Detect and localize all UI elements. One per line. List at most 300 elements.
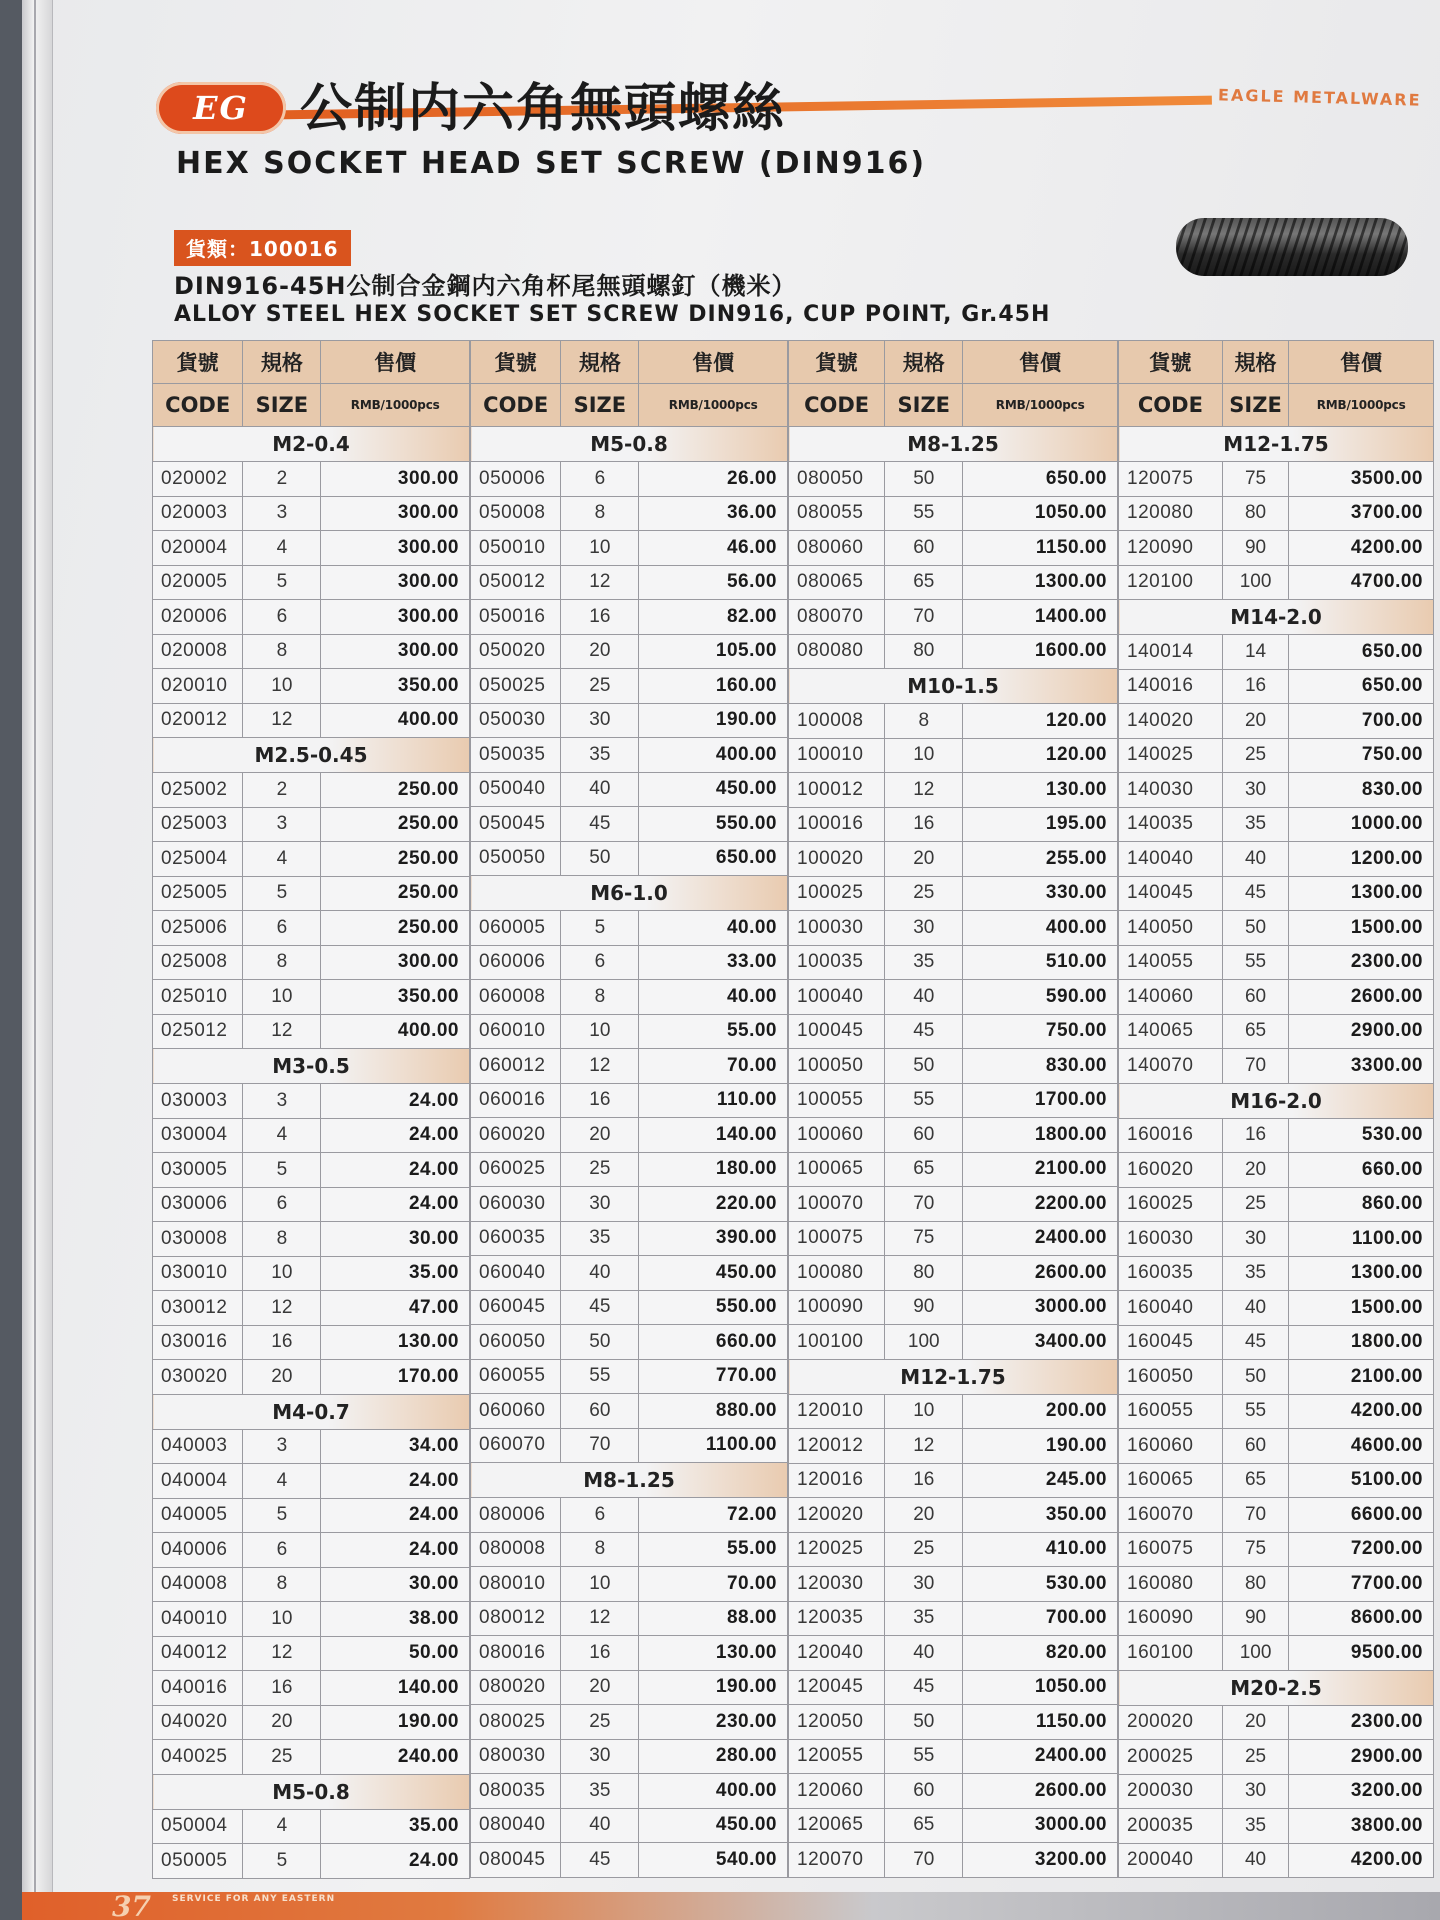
table-row — [789, 1014, 1118, 1049]
size-cell: 5 — [243, 1844, 321, 1879]
size-group-row — [789, 427, 1118, 462]
price-cell: 590.00 — [963, 980, 1118, 1015]
size-group-label: M2.5-0.45 — [153, 738, 470, 773]
code-cell: 100070 — [789, 1187, 885, 1222]
table-row — [153, 1567, 470, 1602]
price-cell: 56.00 — [639, 565, 788, 600]
code-cell: 060045 — [471, 1290, 561, 1325]
price-cell: 180.00 — [639, 1152, 788, 1187]
price-cell: 1500.00 — [1289, 1291, 1434, 1326]
size-cell: 16 — [243, 1325, 321, 1360]
size-cell: 40 — [561, 1256, 639, 1291]
price-cell: 190.00 — [639, 703, 788, 738]
price-cell: 2200.00 — [963, 1187, 1118, 1222]
price-cell: 2300.00 — [1289, 1705, 1434, 1740]
price-cell: 88.00 — [639, 1601, 788, 1636]
code-cell: 120012 — [789, 1429, 885, 1464]
table-row — [471, 807, 788, 842]
code-cell: 160045 — [1119, 1325, 1223, 1360]
price-cell: 400.00 — [639, 1774, 788, 1809]
table-row — [153, 1187, 470, 1222]
table-row — [1119, 1601, 1434, 1636]
table-row — [471, 1739, 788, 1774]
code-cell: 080065 — [789, 565, 885, 600]
table-row — [1119, 1360, 1434, 1395]
table-row — [153, 1014, 470, 1049]
code-cell: 060006 — [471, 945, 561, 980]
price-cell: 2600.00 — [1289, 980, 1434, 1015]
size-cell: 4 — [243, 1809, 321, 1844]
price-cell: 120.00 — [963, 704, 1118, 739]
code-cell: 020005 — [153, 565, 243, 600]
size-group-label: M3-0.5 — [153, 1049, 470, 1084]
size-group-row — [153, 1394, 470, 1429]
price-cell: 660.00 — [639, 1325, 788, 1360]
code-cell: 050020 — [471, 634, 561, 669]
table-row — [1119, 1429, 1434, 1464]
code-cell: 050008 — [471, 496, 561, 531]
price-cell: 110.00 — [639, 1083, 788, 1118]
code-cell: 060060 — [471, 1394, 561, 1429]
size-group-label: M10-1.5 — [789, 669, 1118, 704]
size-group-row — [153, 738, 470, 773]
size-cell: 6 — [243, 1187, 321, 1222]
price-cell: 300.00 — [321, 565, 470, 600]
size-cell: 25 — [561, 1705, 639, 1740]
size-cell: 55 — [1222, 945, 1288, 980]
size-cell: 6 — [561, 1498, 639, 1533]
table-row — [1119, 669, 1434, 704]
price-cell: 450.00 — [639, 1808, 788, 1843]
table-row — [471, 1567, 788, 1602]
size-cell: 40 — [885, 1636, 963, 1671]
table-row — [789, 1774, 1118, 1809]
size-cell: 8 — [243, 634, 321, 669]
table-row — [153, 1222, 470, 1257]
size-cell: 35 — [1222, 1809, 1288, 1844]
size-cell: 60 — [885, 1118, 963, 1153]
table-row — [471, 496, 788, 531]
table-row — [471, 1428, 788, 1463]
size-cell: 3 — [243, 807, 321, 842]
price-cell: 140.00 — [639, 1118, 788, 1153]
code-cell: 020012 — [153, 703, 243, 738]
code-cell: 080045 — [471, 1843, 561, 1878]
table-row — [471, 1152, 788, 1187]
code-cell: 200025 — [1119, 1740, 1223, 1775]
table-row — [153, 980, 470, 1015]
table-row — [471, 980, 788, 1015]
price-cell: 820.00 — [963, 1636, 1118, 1671]
price-cell: 300.00 — [321, 945, 470, 980]
size-group-row — [1119, 427, 1434, 462]
code-cell: 025003 — [153, 807, 243, 842]
code-cell: 060020 — [471, 1118, 561, 1153]
code-cell: 100020 — [789, 842, 885, 877]
price-cell: 70.00 — [639, 1567, 788, 1602]
price-table-col-2 — [470, 340, 788, 1878]
price-cell: 120.00 — [963, 738, 1118, 773]
table-row — [153, 703, 470, 738]
size-cell: 10 — [243, 1256, 321, 1291]
table-row — [789, 1325, 1118, 1360]
code-cell: 080010 — [471, 1567, 561, 1602]
size-cell: 35 — [561, 1774, 639, 1809]
code-cell: 060070 — [471, 1428, 561, 1463]
size-group-row — [789, 1359, 1118, 1394]
price-cell: 2300.00 — [1289, 945, 1434, 980]
table-row — [1119, 876, 1434, 911]
code-cell: 060025 — [471, 1152, 561, 1187]
code-cell: 040003 — [153, 1429, 243, 1464]
code-cell: 040012 — [153, 1636, 243, 1671]
code-cell: 140065 — [1119, 1014, 1223, 1049]
price-cell: 4200.00 — [1289, 1843, 1434, 1878]
table-row — [471, 1187, 788, 1222]
size-group-row — [153, 1049, 470, 1084]
table-row — [471, 1014, 788, 1049]
table-row — [153, 1602, 470, 1637]
price-cell: 1800.00 — [1289, 1325, 1434, 1360]
code-cell: 050012 — [471, 565, 561, 600]
price-cell: 250.00 — [321, 911, 470, 946]
price-cell: 1500.00 — [1289, 911, 1434, 946]
table-row — [471, 911, 788, 946]
code-cell: 160025 — [1119, 1187, 1223, 1222]
size-group-row — [1119, 600, 1434, 635]
price-cell: 130.00 — [321, 1325, 470, 1360]
size-cell: 6 — [243, 911, 321, 946]
size-cell: 45 — [561, 807, 639, 842]
size-cell: 90 — [1222, 531, 1288, 566]
code-cell: 080035 — [471, 1774, 561, 1809]
size-cell: 25 — [1222, 1187, 1288, 1222]
code-cell: 060010 — [471, 1014, 561, 1049]
code-cell: 160055 — [1119, 1394, 1223, 1429]
price-cell: 450.00 — [639, 1256, 788, 1291]
code-cell: 120100 — [1119, 565, 1223, 600]
price-cell: 4700.00 — [1289, 565, 1434, 600]
table-row — [789, 1601, 1118, 1636]
table-row — [789, 876, 1118, 911]
size-cell: 5 — [243, 876, 321, 911]
code-cell: 160080 — [1119, 1567, 1223, 1602]
size-cell: 8 — [561, 980, 639, 1015]
table-row — [1119, 496, 1434, 531]
table-row — [153, 876, 470, 911]
size-cell: 2 — [243, 462, 321, 497]
price-cell: 880.00 — [639, 1394, 788, 1429]
header-price-zh: 售價 — [963, 341, 1118, 384]
size-cell: 45 — [885, 1670, 963, 1705]
price-cell: 34.00 — [321, 1429, 470, 1464]
size-cell: 20 — [1222, 1153, 1288, 1188]
table-row — [153, 1429, 470, 1464]
code-cell: 020004 — [153, 531, 243, 566]
header-size-zh: 規格 — [885, 341, 963, 384]
price-cell: 8600.00 — [1289, 1601, 1434, 1636]
code-cell: 060050 — [471, 1325, 561, 1360]
price-tables — [152, 340, 1434, 1879]
code-cell: 040006 — [153, 1533, 243, 1568]
price-cell: 70.00 — [639, 1049, 788, 1084]
price-cell: 72.00 — [639, 1498, 788, 1533]
size-cell: 8 — [561, 1532, 639, 1567]
table-row — [471, 738, 788, 773]
code-cell: 030006 — [153, 1187, 243, 1222]
table-row — [153, 1118, 470, 1153]
code-cell: 050005 — [153, 1844, 243, 1879]
price-cell: 170.00 — [321, 1360, 470, 1395]
price-cell: 6600.00 — [1289, 1498, 1434, 1533]
price-cell: 47.00 — [321, 1291, 470, 1326]
table-row — [1119, 1809, 1434, 1844]
code-cell: 120035 — [789, 1601, 885, 1636]
header-price-zh: 售價 — [1289, 341, 1434, 384]
size-cell: 30 — [885, 1567, 963, 1602]
price-table-col-3 — [788, 340, 1118, 1878]
table-row — [153, 669, 470, 704]
table-row — [789, 773, 1118, 808]
code-cell: 100012 — [789, 773, 885, 808]
price-cell: 410.00 — [963, 1532, 1118, 1567]
price-cell: 750.00 — [1289, 738, 1434, 773]
table-row — [789, 1429, 1118, 1464]
table-row — [1119, 1843, 1434, 1878]
table-row — [1119, 1463, 1434, 1498]
code-cell: 120065 — [789, 1808, 885, 1843]
price-cell: 300.00 — [321, 531, 470, 566]
code-cell: 030012 — [153, 1291, 243, 1326]
size-cell: 25 — [243, 1740, 321, 1775]
table-row — [789, 1394, 1118, 1429]
code-cell: 120090 — [1119, 531, 1223, 566]
table-row — [789, 1049, 1118, 1084]
price-cell: 220.00 — [639, 1187, 788, 1222]
size-cell: 4 — [243, 842, 321, 877]
table-row — [471, 1774, 788, 1809]
size-cell: 10 — [243, 669, 321, 704]
table-header-zh — [1119, 341, 1434, 384]
code-cell: 120050 — [789, 1705, 885, 1740]
size-cell: 50 — [885, 1705, 963, 1740]
size-cell: 30 — [561, 1739, 639, 1774]
table-row — [153, 1325, 470, 1360]
table-row — [1119, 704, 1434, 739]
price-cell: 2100.00 — [963, 1152, 1118, 1187]
price-cell: 2100.00 — [1289, 1360, 1434, 1395]
code-cell: 120010 — [789, 1394, 885, 1429]
table-row — [1119, 1740, 1434, 1775]
size-cell: 20 — [243, 1705, 321, 1740]
size-group-label: M5-0.8 — [471, 427, 788, 462]
price-cell: 200.00 — [963, 1394, 1118, 1429]
table-row — [471, 1083, 788, 1118]
size-cell: 60 — [561, 1394, 639, 1429]
price-cell: 830.00 — [963, 1049, 1118, 1084]
size-cell: 4 — [243, 1118, 321, 1153]
code-cell: 030008 — [153, 1222, 243, 1257]
size-cell: 12 — [243, 1636, 321, 1671]
size-cell: 16 — [885, 1463, 963, 1498]
size-group-row — [1119, 1670, 1434, 1705]
table-row — [153, 1084, 470, 1119]
table-row — [153, 1705, 470, 1740]
code-cell: 140040 — [1119, 842, 1223, 877]
size-cell: 60 — [1222, 980, 1288, 1015]
price-cell: 350.00 — [963, 1498, 1118, 1533]
code-cell: 100008 — [789, 704, 885, 739]
size-cell: 20 — [1222, 1705, 1288, 1740]
code-cell: 100060 — [789, 1118, 885, 1153]
size-cell: 65 — [885, 1808, 963, 1843]
code-cell: 050040 — [471, 772, 561, 807]
table-row — [153, 773, 470, 808]
size-cell: 35 — [885, 1601, 963, 1636]
table-row — [153, 565, 470, 600]
size-cell: 10 — [243, 980, 321, 1015]
table-row — [1119, 1118, 1434, 1153]
price-cell: 24.00 — [321, 1464, 470, 1499]
table-row — [789, 842, 1118, 877]
size-cell: 5 — [243, 565, 321, 600]
table-row — [789, 704, 1118, 739]
header-size-zh: 規格 — [243, 341, 321, 384]
header-size-zh: 規格 — [561, 341, 639, 384]
size-cell: 10 — [885, 738, 963, 773]
price-cell: 2400.00 — [963, 1739, 1118, 1774]
price-cell: 4200.00 — [1289, 531, 1434, 566]
code-cell: 140035 — [1119, 807, 1223, 842]
size-cell: 65 — [885, 1152, 963, 1187]
code-cell: 040025 — [153, 1740, 243, 1775]
price-cell: 1100.00 — [1289, 1222, 1434, 1257]
table-row — [789, 1152, 1118, 1187]
size-group-label: M8-1.25 — [471, 1463, 788, 1498]
price-cell: 7200.00 — [1289, 1532, 1434, 1567]
price-cell: 3200.00 — [1289, 1774, 1434, 1809]
price-cell: 130.00 — [639, 1636, 788, 1671]
price-cell: 400.00 — [321, 703, 470, 738]
code-cell: 080055 — [789, 496, 885, 531]
size-cell: 55 — [561, 1359, 639, 1394]
size-cell: 40 — [1222, 842, 1288, 877]
code-cell: 030016 — [153, 1325, 243, 1360]
table-row — [789, 1498, 1118, 1533]
price-cell: 660.00 — [1289, 1153, 1434, 1188]
table-row — [471, 1394, 788, 1429]
table-row — [153, 842, 470, 877]
code-cell: 060055 — [471, 1359, 561, 1394]
code-cell: 120025 — [789, 1532, 885, 1567]
price-cell: 2900.00 — [1289, 1014, 1434, 1049]
table-row — [153, 634, 470, 669]
price-cell: 4200.00 — [1289, 1394, 1434, 1429]
code-cell: 140016 — [1119, 669, 1223, 704]
eg-logo-text: EG — [193, 89, 249, 127]
price-cell: 2600.00 — [963, 1256, 1118, 1291]
code-cell: 080050 — [789, 462, 885, 497]
size-cell: 55 — [885, 1739, 963, 1774]
price-cell: 2600.00 — [963, 1774, 1118, 1809]
size-cell: 45 — [1222, 876, 1288, 911]
table-row — [1119, 945, 1434, 980]
header-code-zh: 貨號 — [471, 341, 561, 384]
size-cell: 5 — [561, 911, 639, 946]
price-cell: 530.00 — [963, 1567, 1118, 1602]
code-cell: 050050 — [471, 841, 561, 876]
code-cell: 120060 — [789, 1774, 885, 1809]
table-row — [789, 1843, 1118, 1878]
size-cell: 55 — [885, 496, 963, 531]
table-header-en — [1119, 384, 1434, 427]
size-cell: 8 — [243, 1222, 321, 1257]
price-cell: 1700.00 — [963, 1083, 1118, 1118]
price-cell: 1300.00 — [963, 565, 1118, 600]
size-cell: 70 — [885, 600, 963, 635]
price-cell: 30.00 — [321, 1567, 470, 1602]
table-row — [789, 1463, 1118, 1498]
code-cell: 025002 — [153, 773, 243, 808]
table-row — [153, 600, 470, 635]
table-row — [153, 1671, 470, 1706]
price-cell: 1150.00 — [963, 531, 1118, 566]
table-row — [789, 1808, 1118, 1843]
table-row — [1119, 1705, 1434, 1740]
size-cell: 45 — [561, 1843, 639, 1878]
price-cell: 3500.00 — [1289, 462, 1434, 497]
page-number: 37 — [112, 1890, 151, 1920]
code-cell: 160075 — [1119, 1532, 1223, 1567]
table-row — [471, 1670, 788, 1705]
code-cell: 050035 — [471, 738, 561, 773]
code-cell: 120016 — [789, 1463, 885, 1498]
size-cell: 35 — [561, 738, 639, 773]
size-cell: 20 — [243, 1360, 321, 1395]
size-cell: 55 — [1222, 1394, 1288, 1429]
table-row — [471, 600, 788, 635]
size-cell: 3 — [243, 496, 321, 531]
price-cell: 250.00 — [321, 842, 470, 877]
size-group-row — [153, 427, 470, 462]
size-cell: 16 — [561, 600, 639, 635]
price-cell: 770.00 — [639, 1359, 788, 1394]
size-cell: 10 — [243, 1602, 321, 1637]
price-cell: 400.00 — [321, 1014, 470, 1049]
size-cell: 2 — [243, 773, 321, 808]
size-cell: 80 — [885, 634, 963, 669]
header-code-en: CODE — [153, 384, 243, 427]
price-cell: 700.00 — [963, 1601, 1118, 1636]
code-cell: 050004 — [153, 1809, 243, 1844]
code-cell: 120030 — [789, 1567, 885, 1602]
table-row — [1119, 1222, 1434, 1257]
table-row — [1119, 1567, 1434, 1602]
code-cell: 100030 — [789, 911, 885, 946]
code-cell: 040005 — [153, 1498, 243, 1533]
price-cell: 190.00 — [963, 1429, 1118, 1464]
price-cell: 35.00 — [321, 1809, 470, 1844]
table-row — [1119, 635, 1434, 670]
price-cell: 1050.00 — [963, 1670, 1118, 1705]
size-cell: 20 — [885, 1498, 963, 1533]
table-row — [789, 911, 1118, 946]
table-row — [789, 462, 1118, 497]
price-cell: 30.00 — [321, 1222, 470, 1257]
code-cell: 050045 — [471, 807, 561, 842]
table-row — [153, 1498, 470, 1533]
code-cell: 140055 — [1119, 945, 1223, 980]
